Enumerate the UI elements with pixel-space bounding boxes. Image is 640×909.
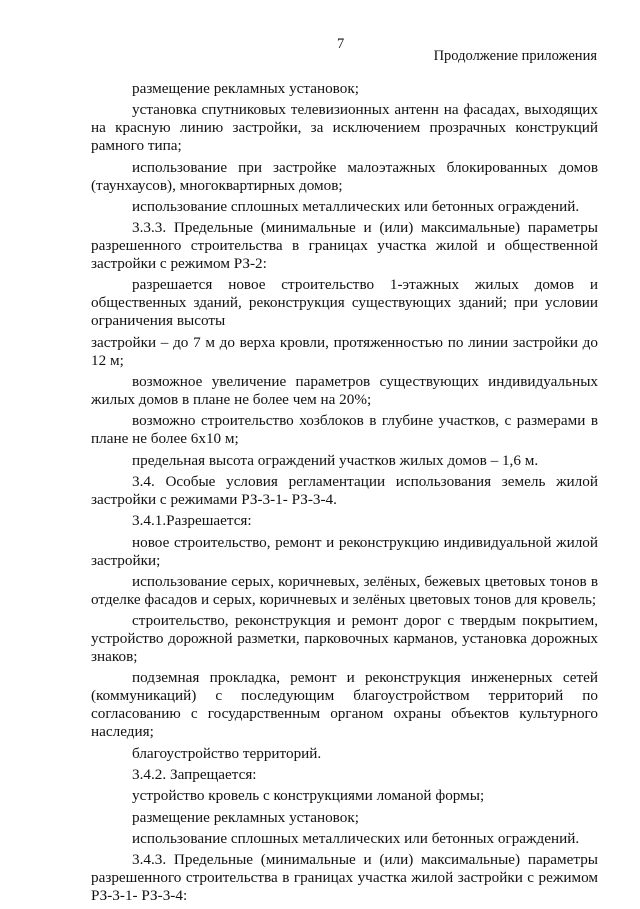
paragraph: использование при застройке малоэтажных блокированных домов (таунхаусов), многоквартирных домов; (91, 158, 598, 194)
paragraph: строительство, реконструкция и ремонт дорог с твердым покрытием, устройство дорожной разметки, парковочных карманов, установка дорожных знаков; (91, 612, 598, 666)
paragraph: использование сплошных металлических или бетонных ограждений. (132, 197, 580, 215)
paragraph: новое строительство, ремонт и реконструкцию индивидуальной жилой застройки; (91, 533, 598, 569)
paragraph: 3.4. Особые условия регламентации использования земель жилой застройки с режимами РЗ-3-1- РЗ-3-4. (91, 472, 598, 508)
page-header: Продолжение приложения (433, 48, 597, 64)
paragraph: использование сплошных металлических или бетонных ограждений. (132, 829, 580, 847)
paragraph: 3.4.2. Запрещается: (132, 766, 257, 784)
paragraph: использование серых, коричневых, зелёных, бежевых цветовых тонов в отделке фасадов и серых, коричневых и зелёных цветовых тонов для кровель; (91, 572, 598, 608)
paragraph: размещение рекламных установок; (132, 80, 359, 97)
paragraph: разрешается новое строительство 1-этажных жилых домов и общественных зданий, реконструкция существующих зданий; при условии ограничения высоты (91, 276, 598, 330)
paragraph: застройки – до 7 м до верха кровли, протяженностью по линии застройки до 12 м; (91, 333, 598, 369)
paragraph: 3.3.3. Предельные (минимальные и (или) максимальные) параметры разрешенного строительства в границах участка жилой и общественной застройки с режимом РЗ-2: (91, 219, 598, 273)
paragraph: размещение рекламных установок; (132, 808, 359, 826)
document-body (91, 80, 598, 909)
paragraph: благоустройство территорий. (132, 744, 322, 762)
paragraph: 3.4.3. Предельные (минимальные и (или) максимальные) параметры разрешенного строительства в границах участка жилой застройки с режимом РЗ-3-1- РЗ-3-4: (91, 851, 598, 905)
paragraph: подземная прокладка, ремонт и реконструкция инженерных сетей (коммуникаций) с последующим благоустройством территорий по согласованию с государственным органом охраны объектов культурного наследия; (91, 669, 598, 741)
paragraph: установка спутниковых телевизионных антенн на фасадах, выходящих на красную линию застройки, за исключением прозрачных конструкций рамного типа; (91, 101, 598, 155)
page-number: 7 (337, 36, 345, 52)
paragraph: устройство кровель с конструкциями ломаной формы; (132, 787, 485, 805)
paragraph: возможно строительство хозблоков в глубине участков, с размерами в плане не более 6х10 м; (91, 412, 598, 448)
paragraph: возможное увеличение параметров существующих индивидуальных жилых домов в плане не более чем на 20%; (91, 373, 598, 409)
paragraph: предельная высота ограждений участков жилых домов – 1,6 м. (132, 451, 539, 469)
paragraph: 3.4.1.Разрешается: (132, 512, 252, 530)
